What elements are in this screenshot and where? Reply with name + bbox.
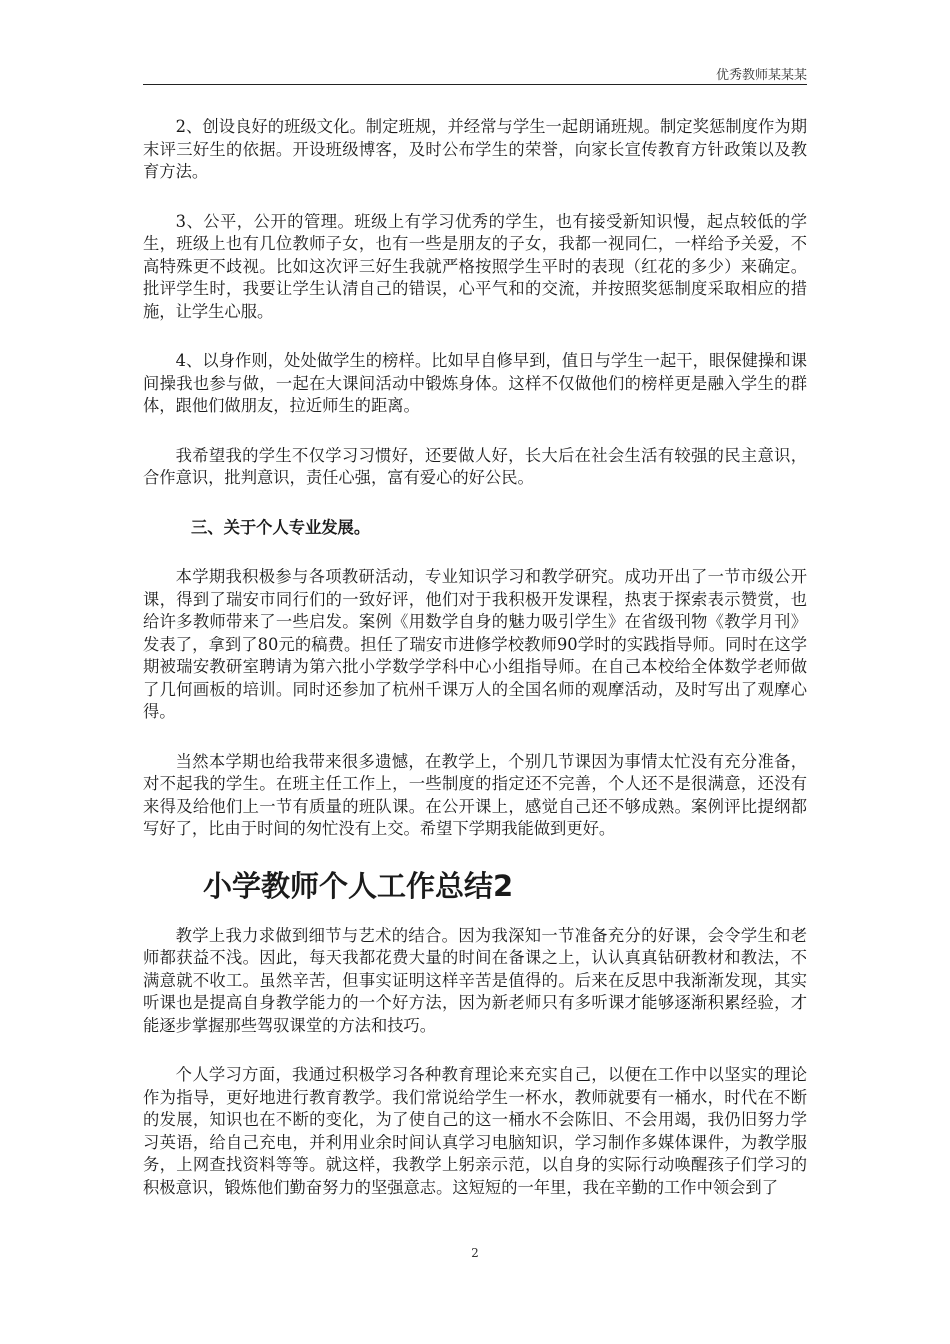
paragraph-lead-by-example: 4、以身作则，处处做学生的榜样。比如早自修早到，值日与学生一起干，眼保健操和课间操我也参与做，一起在大课间活动中锻炼身体。这样不仅做他们的榜样更是融入学生的群体，跟他们做朋友，拉近师生的距离。 bbox=[143, 351, 807, 415]
paragraph-personal-learning: 个人学习方面，我通过积极学习各种教育理论来充实自己，以便在工作中以坚实的理论作为指导，更好地进行教育教学。我们常说给学生一杯水，教师就要有一桶水，时代在不断的发展，知识也在不断的变化，为了使自己的这一桶水不会陈旧、不会用竭，我仍旧努力学习英语，给自己充电，并利用业余时间认真学习电脑知识，学习制作多媒体课件，为教学服务，上网查找资料等等。就这样，我教学上躬亲示范，以自身的实际行动唤醒孩子们学习的积极意识，锻炼他们勤奋努力的坚强意志。这短短的一年里，我在辛勤的工作中领会到了 bbox=[143, 1065, 807, 1197]
paragraph-teaching-details: 教学上我力求做到细节与艺术的结合。因为我深知一节准备充分的好课，会令学生和老师都获益不浅。因此，每天我都花费大量的时间在备课之上，认认真真钻研教材和教法，不满意就不收工。虽然辛苦，但事实证明这样辛苦是值得的。后来在反思中我渐渐发现，其实听课也是提高自身教学能力的一个好方法，因为新老师只有多听课才能够逐渐积累经验，才能逐步掌握那些驾驭课堂的方法和技巧。 bbox=[143, 925, 807, 1035]
header-rule bbox=[143, 84, 807, 85]
running-header: 优秀教师某某某 bbox=[715, 68, 807, 83]
page-number: 2 bbox=[471, 1246, 479, 1260]
paragraph-class-culture: 2、创设良好的班级文化。制定班规，并经常与学生一起朗诵班规。制定奖惩制度作为期末评三好生的依据。开设班级博客，及时公布学生的荣誉，向家长宣传教育方针政策以及教育方法。 bbox=[143, 117, 807, 181]
document-title-2: 小学教师个人工作总结2 bbox=[203, 868, 514, 903]
paragraph-fair-management: 3、公平，公开的管理。班级上有学习优秀的学生，也有接受新知识慢，起点较低的学生，班级上也有几位教师子女，也有一些是朋友的子女，我都一视同仁，一样给予关爱，不高特殊更不歧视。比如这次评三好生我就严格按照学生平时的表现（红花的多少）来确定。批评学生时，我要让学生认清自己的错误，心平气和的交流，并按照奖惩制度采取相应的措施，让学生心服。 bbox=[143, 211, 807, 321]
section-heading-professional-development: 三、关于个人专业发展。 bbox=[191, 517, 371, 537]
paragraph-regrets: 当然本学期也给我带来很多遗憾，在教学上，个别几节课因为事情太忙没有充分准备，对不起我的学生。在班主任工作上，一些制度的指定还不完善，个人还不是很满意，还没有来得及给他们上一节有质量的班队课。在公开课上，感觉自己还不够成熟。案例评比提纲都写好了，比由于时间的匆忙没有上交。希望下学期我能做到更好。 bbox=[143, 751, 807, 838]
page-content bbox=[143, 116, 807, 1226]
paragraph-professional-activities: 本学期我积极参与各项教研活动，专业知识学习和教学研究。成功开出了一节市级公开课，得到了瑞安市同行们的一致好评，他们对于我积极开发课程，热衷于探索表示赞赏，也给许多教师带来了一些启发。案例《用数学自身的魅力吸引学生》在省级刊物《教学月刊》发表了，拿到了80元的稿费。担任了瑞安市进修学校教师90学时的实践指导师。同时在这学期被瑞安教研室聘请为第六批小学数学学科中心小组指导师。在自己本校给全体数学老师做了几何画板的培训。同时还参加了杭州千课万人的全国名师的观摩活动，及时写出了观摩心得。 bbox=[143, 567, 807, 721]
paragraph-hopes-for-students: 我希望我的学生不仅学习习惯好，还要做人好，长大后在社会生活有较强的民主意识，合作意识，批判意识，责任心强，富有爱心的好公民。 bbox=[143, 445, 807, 487]
